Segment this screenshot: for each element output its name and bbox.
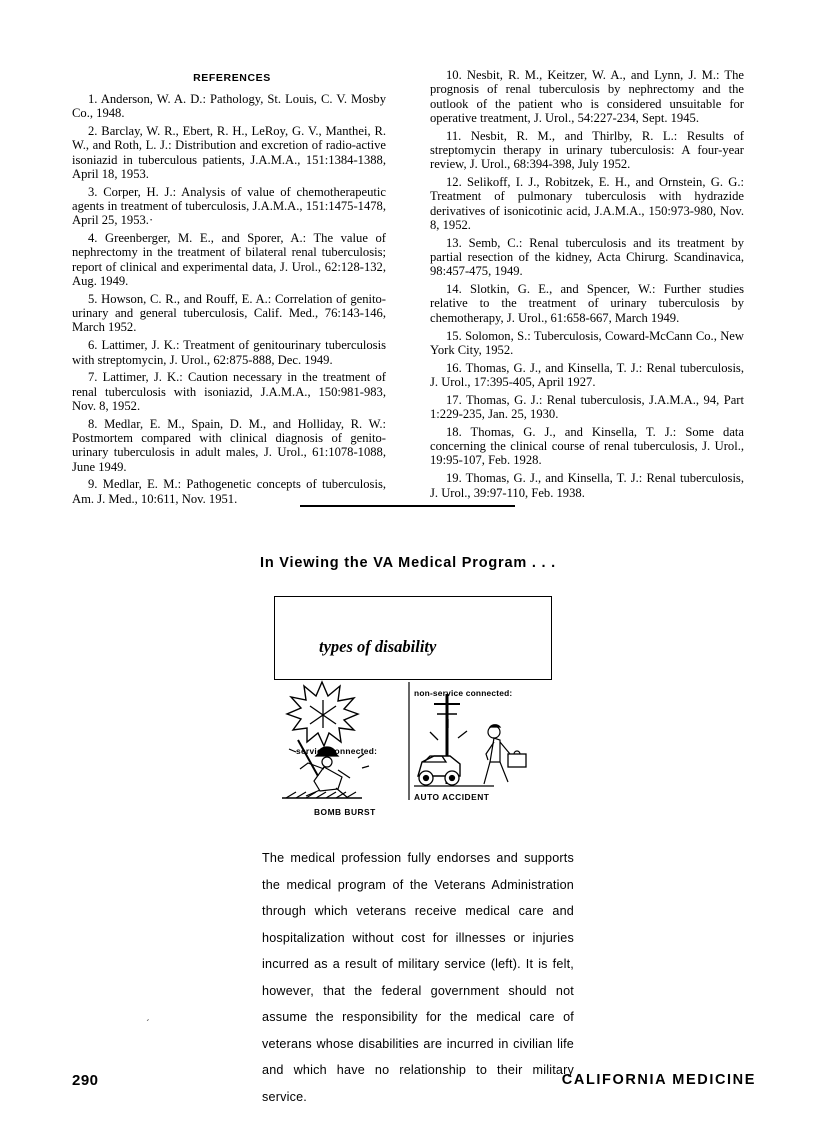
reference-item: 5. Howson, C. R., and Rouff, E. A.: Correlation of genito-urinary and general tuberculosis, Calif. Med., 76:143-146, March 1952. (72, 291, 386, 335)
figure-caption-non-service-connected: non-service connected: (414, 688, 513, 698)
reference-item: 6. Lattimer, J. K.: Treatment of genitourinary tuberculosis with streptomycin, J. Urol., 62:875-888, Dec. 1949. (72, 338, 386, 367)
reference-item: 13. Semb, C.: Renal tuberculosis and its treatment by partial resection of the kidney, Acta Chirurg. Scandinavica, 98:457-475, 1949. (430, 235, 744, 279)
figure-caption-auto-accident: AUTO ACCIDENT (414, 792, 490, 802)
references-left-column (72, 92, 386, 506)
section-divider-rule (300, 505, 515, 507)
figure-caption-service-connected: service connected: (296, 746, 378, 756)
reference-item: 9. Medlar, E. M.: Pathogenetic concepts of tuberculosis, Am. J. Med., 10:611, Nov. 1951. (72, 477, 386, 506)
reference-item: 1. Anderson, W. A. D.: Pathology, St. Louis, C. V. Mosby Co., 1948. (72, 92, 386, 121)
reference-item: 8. Medlar, E. M., Spain, D. M., and Holliday, R. W.: Postmortem compared with clinical diagnosis of genito-urinary tuberculosis in adult males, J. Urol., 61:1078-1088, June 1949. (72, 416, 386, 474)
reference-item: 17. Thomas, G. J.: Renal tuberculosis, J.A.M.A., 94, Part 1:229-235, Jan. 25, 1930. (430, 392, 744, 422)
reference-item: 12. Selikoff, I. J., Robitzek, E. H., and Ornstein, G. G.: Treatment of pulmonary tuberculosis with hydrazide derivatives of isonicotinic acid, J.A.M.A., 150:973-980, Nov. 8, 1952. (430, 175, 744, 232)
references-heading: REFERENCES (193, 72, 271, 84)
va-illustration (262, 596, 557, 826)
page-stray-mark: ´ (146, 1018, 150, 1030)
reference-item: 18. Thomas, G. J., and Kinsella, T. J.: Some data concerning the clinical course of renal tuberculosis, J. Urol., 19:95-107, Feb. 1928. (430, 424, 744, 468)
va-section-title: In Viewing the VA Medical Program . . . (259, 555, 557, 571)
references-right-column (430, 68, 744, 500)
journal-title-footer: CALIFORNIA MEDICINE (561, 1072, 756, 1088)
reference-item: 3. Corper, H. J.: Analysis of value of chemotherapeutic agents in treatment of tuberculosis, J.A.M.A., 151:1475-1478, April 25, 1953.· (72, 184, 386, 228)
reference-item: 14. Slotkin, G. E., and Spencer, W.: Further studies relative to the treatment of urinary tuberculosis by chemotherapy, J. Urol., 61:658-667, March 1949. (430, 282, 744, 325)
figure-caption-bomb-burst: BOMB BURST (314, 807, 376, 817)
page-number: 290 (72, 1072, 99, 1089)
figure-title-label: types of disability (319, 637, 437, 656)
reference-item: 7. Lattimer, J. K.: Caution necessary in the treatment of renal tuberculosis with isoniazid, J.A.M.A., 150:981-983, Nov. 8, 1952. (72, 370, 386, 413)
reference-item: 2. Barclay, W. R., Ebert, R. H., LeRoy, G. V., Manthei, R. W., and Roth, L. J.: Distribution and excretion of radio-active isoniazid in tuberculous patients, J.A.M.A., 151:1384-1388, April 18, 1953. (72, 124, 386, 181)
va-section-body-text: The medical profession fully endorses and supports the medical program of the Veterans Administration through which veterans receive medical care and hospitalization without cost for illnesses or injuries incurred as a result of military service (left). It is felt, however, that the federal government should not assume the responsibility for the medical care of veterans whose disabilities are incurred in civilian life and which have no relationship to their military service. (262, 851, 574, 1104)
reference-item: 19. Thomas, G. J., and Kinsella, T. J.: Renal tuberculosis, J. Urol., 39:97-110, Feb. 1938. (430, 471, 744, 500)
figure-title-box (274, 596, 552, 680)
reference-item: 15. Solomon, S.: Tuberculosis, Coward-McCann Co., New York City, 1952. (430, 328, 744, 357)
reference-item: 11. Nesbit, R. M., and Thirlby, R. L.: Results of streptomycin therapy in urinary tuberculosis: A four-year review, J. Urol., 68:394-398, July 1952. (430, 128, 744, 172)
reference-item: 10. Nesbit, R. M., Keitzer, W. A., and Lynn, J. M.: The prognosis of renal tuberculosis by nephrectomy and the outlook of the patient who is considered unsuitable for operative treatment, J. Urol., 54:227-234, Sept. 1945. (430, 68, 744, 125)
reference-item: 4. Greenberger, M. E., and Sporer, A.: The value of nephrectomy in the treatment of bilateral renal tuberculosis; report of clinical and experimental data, J. Urol., 62:128-132, Aug. 1949. (72, 231, 386, 289)
reference-item: 16. Thomas, G. J., and Kinsella, T. J.: Renal tuberculosis, J. Urol., 17:395-405, April 1927. (430, 360, 744, 389)
